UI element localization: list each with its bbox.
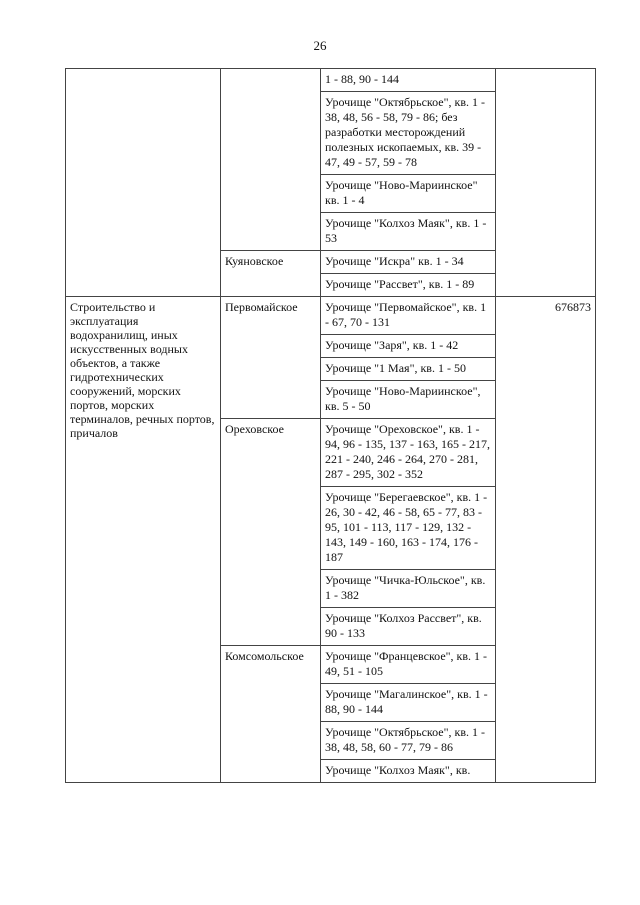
table-row xyxy=(66,297,596,335)
tract-cell: Урочище "Октябрьское", кв. 1 - 38, 48, 56 - 58, 79 - 86; без разработки месторождений полезных ископаемых, кв. 39 - 47, 49 - 57, 59 - 78 xyxy=(321,92,496,175)
purpose-cell: Строительство и эксплуатация водохранилищ, иных искусственных водных объектов, а также гидротехнических сооружений, морских портов, морских терминалов, речных портов, причалов xyxy=(66,297,221,783)
tract-cell: Урочище "Первомайское", кв. 1 - 67, 70 - 131 xyxy=(321,297,496,335)
table-row xyxy=(66,69,596,92)
page-number: 26 xyxy=(313,38,327,53)
purpose-cell xyxy=(66,69,221,297)
tract-cell: Урочище "Чичка-Юльское", кв. 1 - 382 xyxy=(321,570,496,608)
settlement-cell: Ореховское xyxy=(221,419,321,646)
tract-cell: Урочище "Ореховское", кв. 1 - 94, 96 - 135, 137 - 163, 165 - 217, 221 - 240, 246 - 264, 270 - 281, 287 - 295, 302 - 352 xyxy=(321,419,496,487)
area-cell xyxy=(496,69,596,297)
settlement-cell: Куяновское xyxy=(221,251,321,297)
settlement-cell xyxy=(221,69,321,251)
tract-cell: Урочище "Ново-Мариинское", кв. 5 - 50 xyxy=(321,381,496,419)
tract-cell: Урочище "Берегаевское", кв. 1 - 26, 30 - 42, 46 - 58, 65 - 77, 83 - 95, 101 - 113, 117 - 129, 132 - 143, 149 - 160, 163 - 174, 176 - 187 xyxy=(321,487,496,570)
tract-cell: Урочище "Колхоз Рассвет", кв. 90 - 133 xyxy=(321,608,496,646)
settlement-cell: Комсомольское xyxy=(221,646,321,783)
tract-cell: Урочище "Колхоз Маяк", кв. 1 - 53 xyxy=(321,213,496,251)
settlement-cell: Первомайское xyxy=(221,297,321,419)
area-cell: 676873 xyxy=(496,297,596,783)
tract-cell: Урочище "1 Мая", кв. 1 - 50 xyxy=(321,358,496,381)
tract-cell: Урочище "Рассвет", кв. 1 - 89 xyxy=(321,274,496,297)
forest-use-table xyxy=(65,68,596,783)
tract-cell: Урочище "Колхоз Маяк", кв. xyxy=(321,760,496,783)
tract-cell: Урочище "Францевское", кв. 1 - 49, 51 - 105 xyxy=(321,646,496,684)
tract-cell: Урочище "Магалинское", кв. 1 - 88, 90 - 144 xyxy=(321,684,496,722)
tract-cell: Урочище "Октябрьское", кв. 1 - 38, 48, 58, 60 - 77, 79 - 86 xyxy=(321,722,496,760)
tract-cell: 1 - 88, 90 - 144 xyxy=(321,69,496,92)
tract-cell: Урочище "Ново-Мариинское" кв. 1 - 4 xyxy=(321,175,496,213)
tract-cell: Урочище "Искра" кв. 1 - 34 xyxy=(321,251,496,274)
tract-cell: Урочище "Заря", кв. 1 - 42 xyxy=(321,335,496,358)
